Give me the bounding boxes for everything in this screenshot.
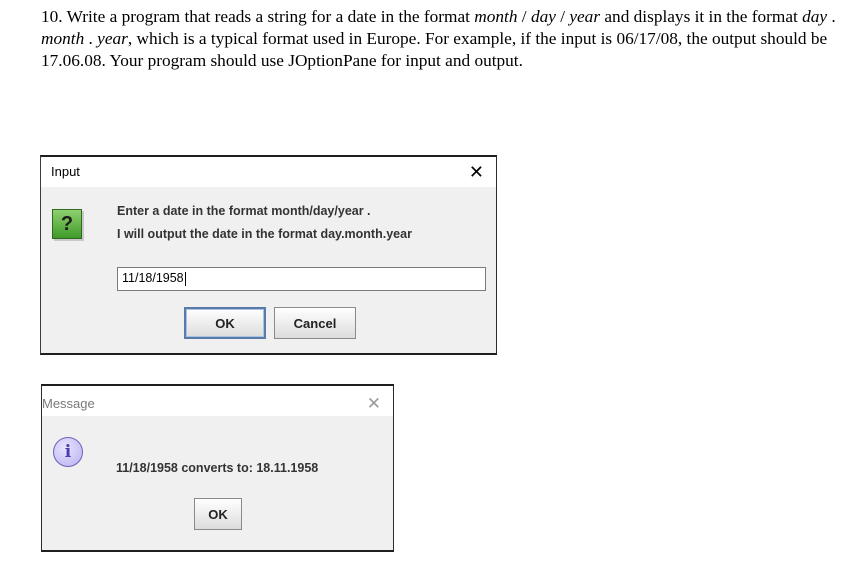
problem-text-segment: / <box>517 7 531 26</box>
problem-paragraph <box>41 6 856 72</box>
cancel-button[interactable]: Cancel <box>274 307 356 339</box>
close-icon[interactable]: ✕ <box>468 162 484 183</box>
problem-text-segment: month <box>41 29 85 48</box>
problem-text-segment: , which is a typical format used in Europe. For example, if the input is 06/17/08, the output should be 17.06.08. Your program should use JOptionPane for input and output. <box>41 29 828 70</box>
problem-text <box>41 7 836 70</box>
message-dialog-titlebar <box>42 386 393 416</box>
input-message-line-1: Enter a date in the format month/day/year . <box>117 204 371 218</box>
problem-text-segment: day <box>802 7 828 26</box>
text-caret <box>185 272 186 286</box>
problem-text-segment: . <box>84 29 98 48</box>
conversion-message: 11/18/1958 converts to: 18.11.1958 <box>116 461 319 475</box>
problem-text-segment: / <box>555 7 570 26</box>
message-dialog-title: Message <box>42 396 95 411</box>
question-icon: ? <box>52 209 82 239</box>
message-dialog <box>41 384 394 552</box>
problem-text-segment: day <box>530 7 556 26</box>
problem-text-segment: and displays it in the format <box>600 7 803 26</box>
problem-number: 10. <box>41 7 63 26</box>
problem-text-segment: month <box>474 7 518 26</box>
input-dialog <box>40 155 497 355</box>
ok-button[interactable]: OK <box>184 307 266 339</box>
info-icon: i <box>53 437 83 467</box>
problem-statement <box>41 6 856 72</box>
date-input-value: 11/18/1958 <box>122 271 184 285</box>
problem-text-segment: . <box>827 7 836 26</box>
input-dialog-titlebar <box>41 157 496 187</box>
message-ok-button[interactable]: OK <box>194 498 242 530</box>
date-input-field[interactable] <box>117 267 486 291</box>
input-message-line-2: I will output the date in the format day.month.year <box>117 227 412 241</box>
problem-text-segment: Write a program that reads a string for a date in the format <box>62 7 475 26</box>
problem-text-segment: year <box>569 7 601 26</box>
input-dialog-title: Input <box>51 164 80 179</box>
problem-text-segment: year <box>97 29 128 48</box>
close-icon[interactable]: ✕ <box>366 394 381 414</box>
